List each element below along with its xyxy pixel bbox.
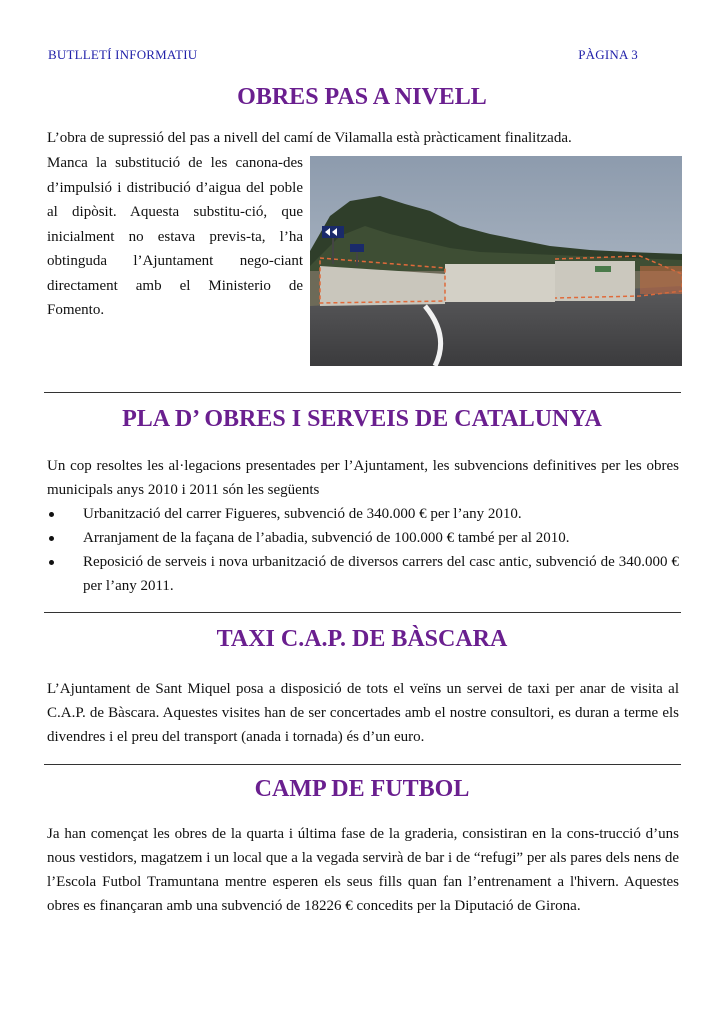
section-title-obres-pas: OBRES PAS A NIVELL	[237, 84, 487, 110]
section-title-pla-obres: PLA D’ OBRES I SERVEIS DE CATALUNYA	[122, 406, 602, 432]
section-title-camp-futbol: CAMP DE FUTBOL	[254, 776, 470, 802]
section-divider	[44, 612, 681, 613]
bullet-icon	[49, 560, 54, 565]
taxi-text: L’Ajuntament de Sant Miquel posa a disposició de tots el veïns un servei de taxi per anar de visita al C.A.P. de Bàscara. Aquestes visites han de ser concertades amb el nostre consultori, es duran a terme els divendres i el preu del transport (anada i tornada) és d’un euro.	[47, 681, 679, 745]
section-divider	[44, 392, 681, 393]
pla-obres-list	[47, 502, 679, 598]
road-works-photo	[310, 156, 682, 366]
section-title-taxi: TAXI C.A.P. DE BÀSCARA	[216, 626, 508, 652]
pla-obres-intro: Un cop resoltes les al·legacions presentades per l’Ajuntament, les subvencions definitives per les obres municipals anys 2010 i 2011 són les següents	[47, 458, 679, 498]
section-divider	[44, 764, 681, 765]
page-number: PÀGINA 3	[578, 47, 638, 62]
obres-pas-wrapped-text: Manca la substitució de les canona-des d’impulsió i distribució d’aigua del poble al dipòsit. Aquesta substitu-ció, que inicialment no estava previs-ta, l’ha obtinguda l’Ajuntament nego-ciant directament amb el Ministerio de Fomento.	[47, 155, 303, 318]
page-header	[48, 47, 638, 63]
list-item: Arranjament de la façana de l’abadia, subvenció de 100.000 € també per al 2010.	[47, 526, 679, 550]
newsletter-name: BUTLLETÍ INFORMATIU	[48, 47, 198, 62]
bullet-icon	[49, 536, 54, 541]
list-item: Urbanització del carrer Figueres, subvenció de 340.000 € per l’any 2010.	[47, 502, 679, 526]
list-item: Reposició de serveis i nova urbanització de diversos carrers del casc antic, subvenció de 340.000 € per l’any 2011.	[47, 550, 679, 598]
bullet-icon	[49, 512, 54, 517]
camp-futbol-text: Ja han començat les obres de la quarta i última fase de la graderia, consistiran en la cons-trucció d’uns nous vestidors, magatzem i un local que a la vegada servirà de bar i de “refugi” per als pares dels nens de l’Escola Futbol Tramuntana mentre esperen els seus fills quan fan l’entrenament a l'hivern. Aquestes obres es finançaran amb una subvenció de 18226 € concedits per la Diputació de Girona.	[47, 826, 679, 914]
obres-pas-first-line: L’obra de supressió del pas a nivell del camí de Vilamalla està pràcticament finalitzada.	[47, 130, 572, 146]
